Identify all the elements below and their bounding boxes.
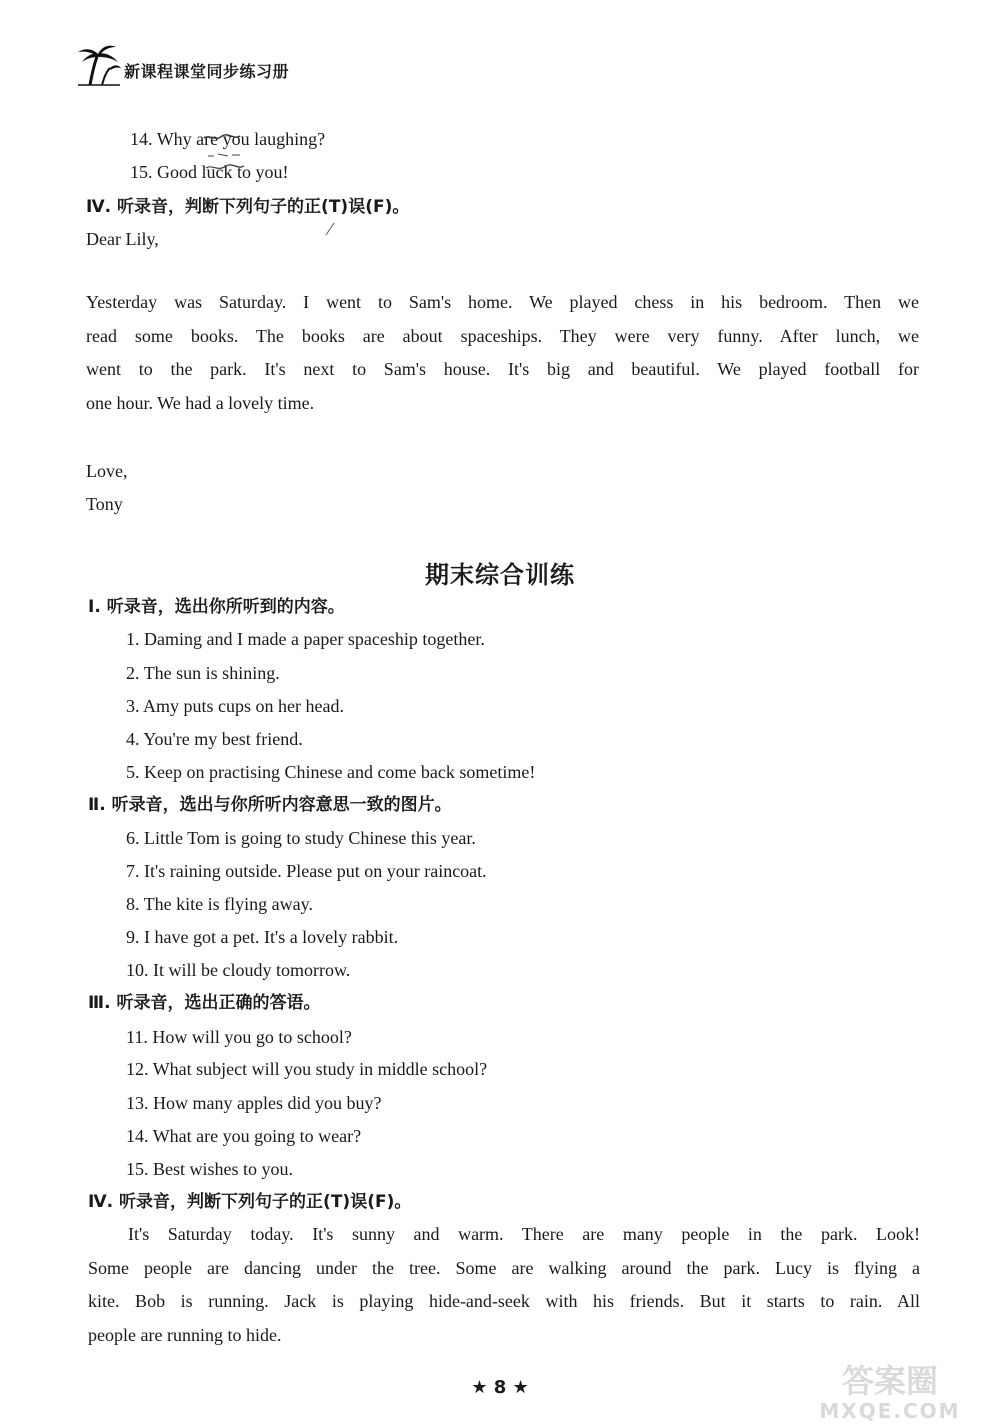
- item-text: How will you go to school?: [152, 1027, 352, 1047]
- letter-closing: Love,: [86, 461, 128, 481]
- item-number: 4.: [126, 729, 140, 749]
- paragraph-line: Some people are dancing under the tree. Some are walking around the park. Lucy is flying a: [88, 1257, 920, 1278]
- paragraph-line: kite. Bob is running. Jack is playing hide-and-seek with his friends. But it starts to rain. All: [88, 1291, 920, 1311]
- item-number: 14.: [130, 129, 153, 149]
- book-title: 新课程课堂同步练习册: [124, 62, 290, 81]
- item-text: Why are you laughing?: [156, 129, 326, 149]
- section-heading: Ⅱ. 听录音，选出与你所听内容意思一致的图片。: [88, 795, 452, 815]
- item-number: 10.: [126, 960, 149, 980]
- item-number: 7.: [126, 861, 140, 881]
- item-number: 8.: [126, 894, 140, 914]
- watermark-brand: 答案圈: [841, 1362, 939, 1400]
- handwritten-mark-icon: [200, 128, 250, 180]
- item-text: Daming and I made a paper spaceship together.: [144, 629, 485, 649]
- paragraph-line: went to the park. It's next to Sam's house. It's big and beautiful. We played football for: [86, 359, 919, 379]
- paragraph-line: people are running to hide.: [88, 1324, 282, 1345]
- item-text: Amy puts cups on her head.: [143, 696, 344, 716]
- item-text: It will be cloudy tomorrow.: [153, 960, 351, 980]
- page-number: ★ 8 ★: [471, 1377, 529, 1398]
- item-number: 13.: [126, 1093, 149, 1113]
- item-text: The kite is flying away.: [143, 894, 313, 914]
- item-number: 3.: [126, 696, 140, 716]
- item-number: 15.: [130, 162, 153, 182]
- paragraph-line: read some books. The books are about spaceships. They were very funny. After lunch, we: [86, 325, 919, 346]
- item-text: The sun is shining.: [143, 663, 280, 683]
- letter-body: [86, 286, 919, 420]
- list-item: [126, 1125, 361, 1147]
- item-number: 5.: [126, 762, 140, 782]
- list-item: [126, 662, 280, 684]
- item-text: Good luck to you!: [157, 162, 289, 182]
- list-item: [126, 1058, 487, 1080]
- page-title: 期末综合训练: [425, 561, 575, 589]
- item-number: 14.: [126, 1126, 149, 1146]
- page-header: [76, 42, 289, 86]
- section-heading: Ⅳ. 听录音，判断下列句子的正(T)误(F)。: [86, 197, 410, 217]
- paragraph-line: It's Saturday today. It's sunny and warm. There are many people in the park. Look!: [128, 1224, 920, 1244]
- item-text: Little Tom is going to study Chinese this year.: [144, 828, 476, 848]
- item-text: Best wishes to you.: [153, 1159, 294, 1179]
- list-item: [126, 728, 303, 750]
- section-heading: Ⅳ. 听录音，判断下列句子的正(T)误(F)。: [88, 1192, 412, 1212]
- list-item: [126, 761, 535, 783]
- item-text: How many apples did you buy?: [153, 1093, 382, 1113]
- item-number: 11.: [126, 1027, 148, 1047]
- list-item: [126, 695, 344, 717]
- item-text: Keep on practising Chinese and come back sometime!: [144, 762, 536, 782]
- paragraph-line: one hour. We had a lovely time.: [86, 392, 315, 413]
- item-number: 1.: [126, 629, 140, 649]
- pen-mark-icon: [325, 222, 335, 236]
- list-item: [126, 893, 313, 915]
- section-heading: Ⅰ. 听录音，选出你所听到的内容。: [88, 597, 345, 617]
- item-text: It's raining outside. Please put on your raincoat.: [144, 861, 487, 881]
- list-item: [126, 1092, 381, 1114]
- section-heading: Ⅲ. 听录音，选出正确的答语。: [88, 993, 321, 1013]
- passage-body: [88, 1218, 920, 1352]
- watermark-logo: [790, 1356, 990, 1422]
- list-item: [126, 959, 350, 981]
- item-text: What are you going to wear?: [152, 1126, 362, 1146]
- list-item: [126, 1158, 293, 1180]
- list-item: [126, 860, 487, 882]
- letter-signature: Tony: [86, 494, 123, 514]
- item-number: 12.: [126, 1059, 149, 1079]
- letter-greeting: Dear Lily,: [86, 229, 159, 249]
- item-text: You're my best friend.: [143, 729, 303, 749]
- item-number: 15.: [126, 1159, 149, 1179]
- list-item: [126, 926, 398, 948]
- watermark-url: MXQE.COM: [819, 1399, 961, 1422]
- item-text: I have got a pet. It's a lovely rabbit.: [144, 927, 399, 947]
- paragraph-line: Yesterday was Saturday. I went to Sam's home. We played chess in his bedroom. Then we: [86, 292, 919, 312]
- item-number: 6.: [126, 828, 140, 848]
- list-item: [126, 628, 485, 650]
- item-number: 2.: [126, 663, 140, 683]
- list-item: [126, 827, 476, 849]
- item-text: What subject will you study in middle school?: [152, 1059, 488, 1079]
- list-item: [126, 1026, 352, 1048]
- item-number: 9.: [126, 927, 140, 947]
- palm-tree-logo-icon: [76, 42, 122, 86]
